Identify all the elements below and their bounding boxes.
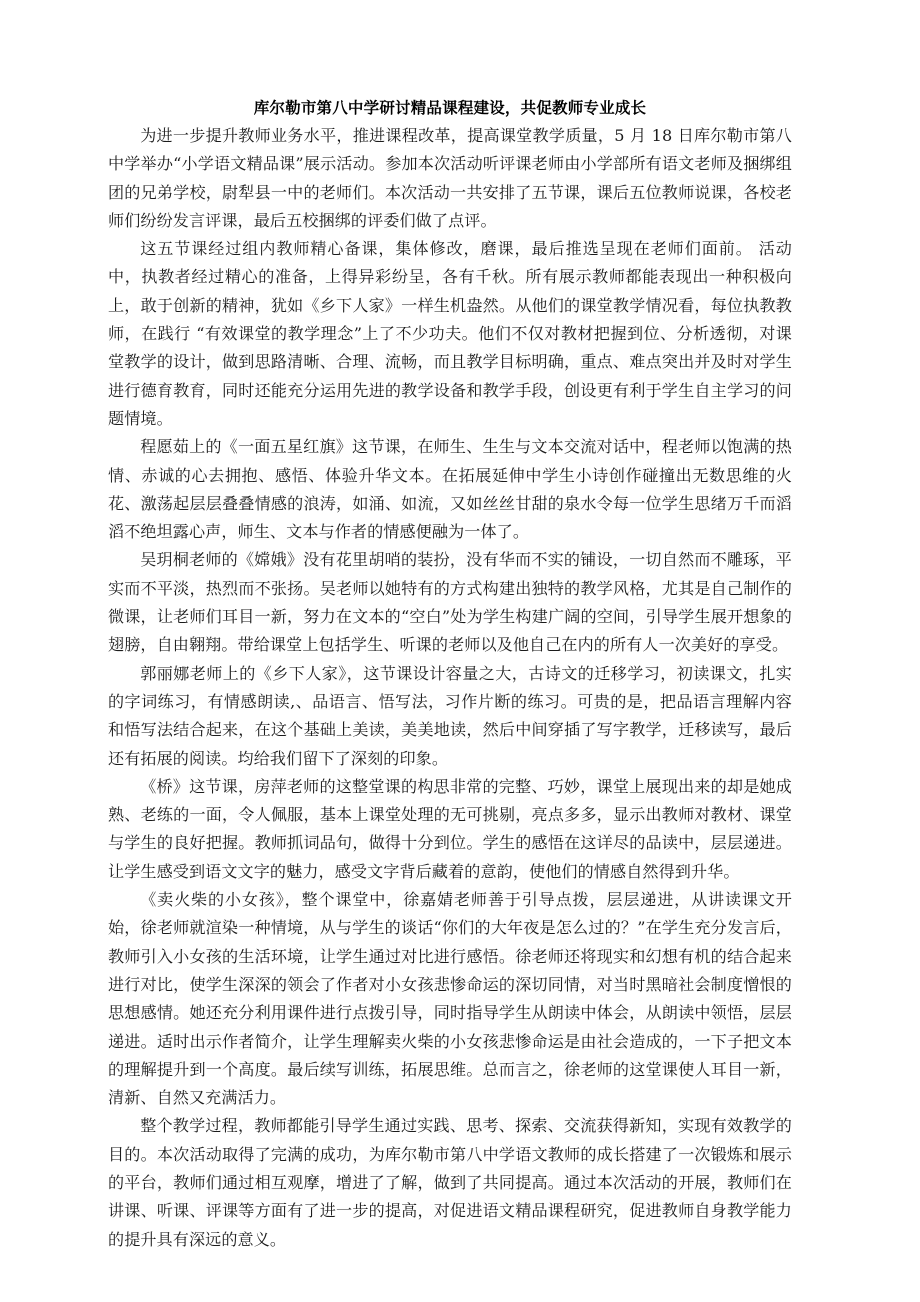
paragraph-xu-jiajing: 《卖火柴的小女孩》，整个课堂中，徐嘉婧老师善于引导点拨，层层递进，从讲读课文开始，徐老师就渲染一种情境，从与学生的谈话“你们的大年夜是怎么过的？”在学生充分发言后，教师引入小女孩的生活环境，让学生通过对比进行感悟。徐老师还将现实和幻想有机的结合起来进行对比，使学生深深的领会了作者对小女孩悲惨命运的深切同情，对当时黑暗社会制度憎恨的思想感情。她还充分利用课件进行点拨引导，同时指导学生从朗读中体会，从朗读中领悟，层层递进。适时出示作者简介，让学生理解卖火柴的小女孩悲惨命运是由社会造成的，一下子把文本的理解提升到一个高度。最后续写训练，拓展思维。总而言之，徐老师的这堂课使人耳目一新，清新、自然又充满活力。 <box>108 890 792 1108</box>
page-title: 库尔勒市第八中学研讨精品课程建设，共促教师专业成长 <box>253 98 647 117</box>
paragraph-intro: 为进一步提升教师业务水平，推进课程改革，提高课堂教学质量，5 月 18 日库尔勒市第八中学举办“小学语文精品课”展示活动。参加本次活动听评课老师由小学部所有语文老师及捆绑组团的兄弟学校，尉犁县一中的老师们。本次活动一共安排了五节课，课后五位教师说课，各校老师们纷纷发言评课，最后五校捆绑的评委们做了点评。 <box>108 126 792 230</box>
paragraph-cheng-yuanru: 程愿茹上的《一面五星红旗》这节课，在师生、生生与文本交流对话中，程老师以饱满的热情、赤诚的心去拥抱、感悟、体验升华文本。在拓展延伸中学生小诗创作碰撞出无数思维的火花、激荡起层层叠叠情感的浪涛，如涌、如流，又如丝丝甘甜的泉水令每一位学生思绪万千而滔滔不绝坦露心声，师生、文本与作者的情感便融为一体了。 <box>108 437 792 542</box>
paragraph-fang-ping: 《桥》这节课，房萍老师的这整堂课的构思非常的完整、巧妙，课堂上展现出来的却是她成熟、老练的一面，令人佩服，基本上课堂处理的无可挑剔，亮点多多，显示出教师对教材、课堂与学生的良好把握。教师抓词品句，做得十分到位。学生的感悟在这详尽的品读中，层层递进。让学生感受到语文文字的魅力，感受文字背后藏着的意韵，使他们的情感自然得到升华。 <box>108 776 792 881</box>
paragraph-overview: 这五节课经过组内教师精心备课，集体修改，磨课，最后推选呈现在老师们面前。 活动中，执教者经过精心的准备，上得异彩纷呈，各有千秋。所有展示教师都能表现出一种积极向上，敢于创新的精神，犹如《乡下人家》一样生机盎然。从他们的课堂教学情况看，每位执教教师，在践行 “有效课堂的教学理念”上了不少功夫。他们不仅对教材把握到位、分析透彻，对课堂教学的设计，做到思路清晰、合理、流畅，而且教学目标明确，重点、难点突出并及时对学生进行德育教育，同时还能充分运用先进的教学设备和教学手段，创设更有利于学生自主学习的问题情境。 <box>108 239 792 428</box>
paragraph-guo-lina: 郭丽娜老师上的《乡下人家》，这节课设计容量之大，古诗文的迁移学习，初读课文，扎实的字词练习，有情感朗读,、品语言、悟写法，习作片断的练习。可贵的是，把品语言理解内容和悟写法结合起来，在这个基础上美读，美美地读，然后中间穿插了写字教学，迁移读写，最后还有拓展的阅读。均给我们留下了深刻的印象。 <box>108 663 792 768</box>
document-body <box>108 96 792 1254</box>
paragraph-conclusion: 整个教学过程，教师都能引导学生通过实践、思考、探索、交流获得新知，实现有效教学的目的。本次活动取得了完满的成功，为库尔勒市第八中学语文教师的成长搭建了一次锻炼和展示的平台，教师们通过相互观摩，增进了了解，做到了共同提高。通过本次活动的开展，教师们在讲课、听课、评课等方面有了进一步的提高，对促进语文精品课程研究，促进教师自身教学能力的提升具有深远的意义。 <box>108 1116 792 1249</box>
paragraph-wu-yuetong: 吴玥桐老师的《嫦娥》没有花里胡哨的装扮，没有华而不实的铺设，一切自然而不雕琢，平实而不平淡，热烈而不张扬。吴老师以她特有的方式构建出独特的教学风格，尤其是自己制作的微课，让老师们耳目一新，努力在文本的“空白”处为学生构建广阔的空间，引导学生展开想象的翅膀，自由翱翔。带给课堂上包括学生、听课的老师以及他自己在内的所有人一次美好的享受。 <box>108 550 792 655</box>
